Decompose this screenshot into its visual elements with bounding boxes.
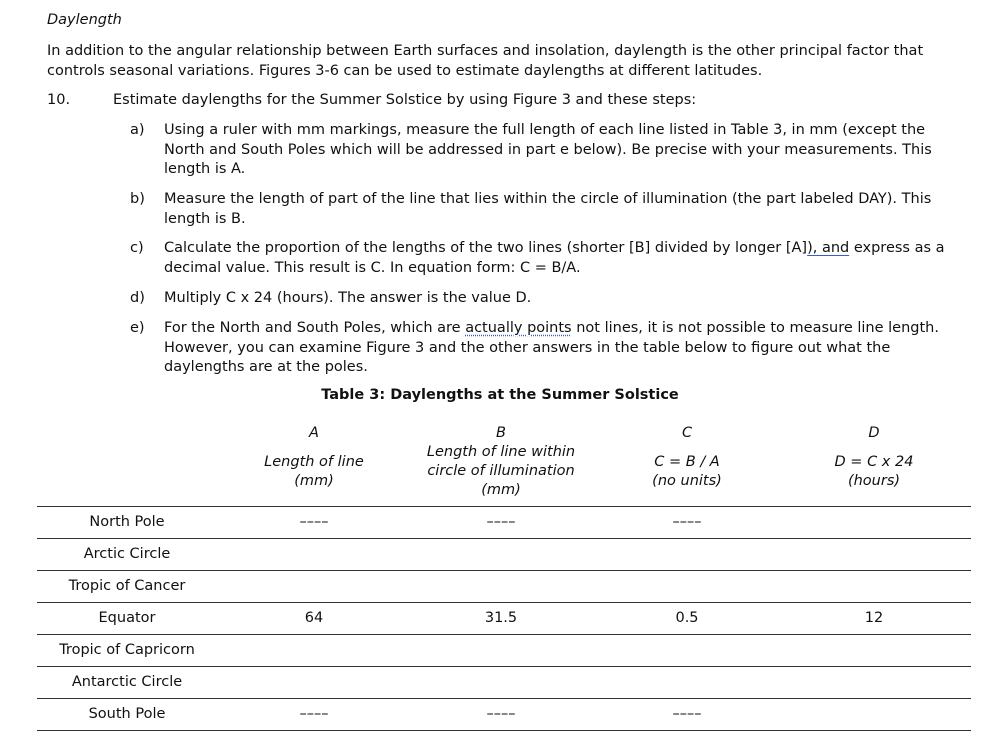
table-row-arctic-circle: [37, 539, 971, 571]
step-label: c): [130, 240, 144, 256]
step-label: d): [130, 290, 145, 306]
row-label: Equator: [98, 610, 156, 626]
section-title: Daylength: [47, 12, 122, 28]
column-desc-line1: Length of line within: [426, 444, 576, 460]
column-desc-line2: (hours): [847, 473, 901, 489]
step-text: Measure the length of part of the line that lies within the circle of illumination (the part labeled DAY). This length is B.: [164, 191, 932, 227]
table-row-south-pole: [37, 699, 971, 731]
cell-c: ––––: [672, 514, 702, 530]
cell-b: 31.5: [484, 610, 518, 626]
table-row-tropic-of-capricorn: [37, 635, 971, 667]
cell-a: 64: [304, 610, 324, 626]
cell-b: ––––: [486, 514, 516, 530]
step-text: [164, 319, 956, 378]
grammar-flag[interactable]: ), and: [807, 240, 850, 256]
column-desc-line3: (mm): [481, 482, 521, 498]
column-desc-line2: circle of illumination: [427, 463, 575, 479]
cell-c: 0.5: [675, 610, 699, 626]
column-header-a: [214, 424, 414, 489]
column-header-d: [774, 424, 974, 489]
row-label: Antarctic Circle: [71, 674, 183, 690]
cell-b: ––––: [486, 706, 516, 722]
step-text-part: not lines, it is not possible to measure line length. However, you can examine Figure 3 and the other answers in the table below to figure out what the daylengths are at the poles.: [164, 320, 939, 375]
cell-a: ––––: [299, 706, 329, 722]
step-label: e): [130, 320, 145, 336]
column-header-b: [401, 424, 601, 498]
step-text: Multiply C x 24 (hours). The answer is the value D.: [164, 290, 532, 306]
column-desc-line1: C = B / A: [654, 454, 720, 470]
question-text: Estimate daylengths for the Summer Solstice by using Figure 3 and these steps:: [113, 92, 697, 108]
step-label: b): [130, 191, 145, 207]
cell-c: ––––: [672, 706, 702, 722]
column-letter: A: [309, 425, 319, 441]
table-row-antarctic-circle: [37, 667, 971, 699]
table-row-equator: [37, 603, 971, 635]
question-number: 10.: [47, 92, 71, 108]
cell-d: 12: [864, 610, 884, 626]
column-desc-line1: D = C x 24: [834, 454, 914, 470]
column-letter: C: [681, 425, 693, 441]
table-row-tropic-of-cancer: [37, 571, 971, 603]
step-text-part: For the North and South Poles, which are: [164, 320, 466, 336]
column-letter: D: [868, 425, 880, 441]
cell-a: ––––: [299, 514, 329, 530]
row-label: Arctic Circle: [83, 546, 171, 562]
row-label: South Pole: [88, 706, 166, 722]
column-desc-line2: (no units): [652, 473, 722, 489]
step-label: a): [130, 122, 145, 138]
intro-paragraph: In addition to the angular relationship between Earth surfaces and insolation, daylength is the other principal factor that controls seasonal variations. Figures 3-6 can be used to estimate daylengths at different latitudes.: [47, 43, 924, 79]
grammar-flag[interactable]: actually points: [465, 320, 572, 336]
row-label: Tropic of Capricorn: [59, 642, 195, 658]
table-row-north-pole: [37, 507, 971, 539]
row-label: North Pole: [89, 514, 165, 530]
column-header-c: [587, 424, 787, 489]
step-text-part: Calculate the proportion of the lengths of the two lines (shorter [B] divided by longer [A]: [164, 240, 808, 256]
step-text: Using a ruler with mm markings, measure the full length of each line listed in Table 3, in mm (except the North and South Poles which will be addressed in part e below). Be precise with your measurements. This length is A.: [164, 122, 932, 177]
row-label: Tropic of Cancer: [68, 578, 186, 594]
column-letter: B: [496, 425, 506, 441]
table-title: Table 3: Daylengths at the Summer Solstice: [321, 387, 679, 403]
step-text: [164, 239, 956, 278]
step-text-part: express as a decimal value. This result is C. In equation form: C = B/A.: [164, 240, 945, 276]
column-desc-line2: (mm): [294, 473, 334, 489]
column-desc-line1: Length of line: [264, 454, 364, 470]
